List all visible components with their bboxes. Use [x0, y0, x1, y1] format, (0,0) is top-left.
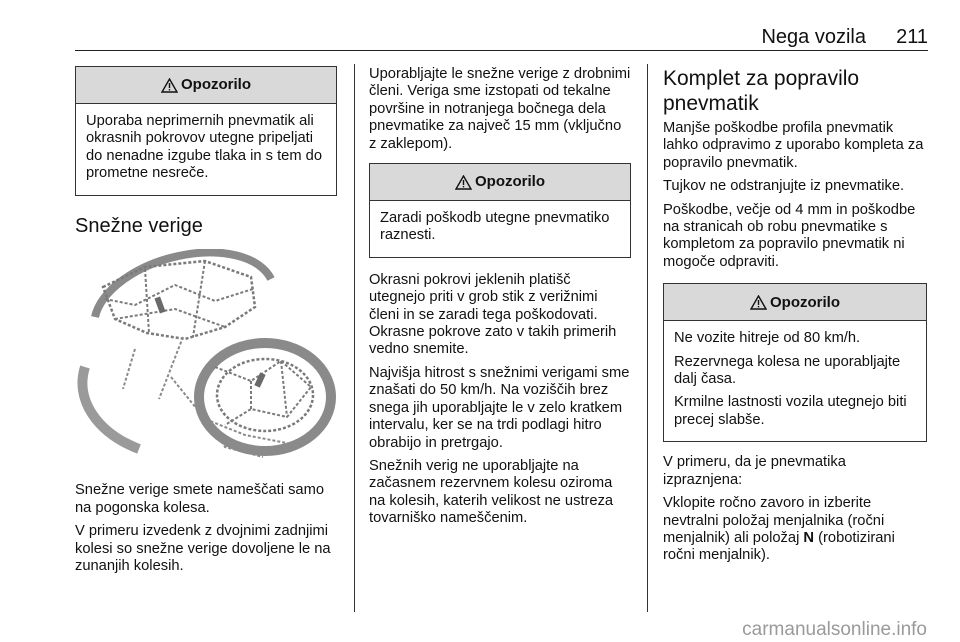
paragraph: Manjše poškodbe profila pnevmatik lahko odpravimo z uporabo kompleta za popravilo pnevmatik. [663, 120, 924, 171]
warning-item: Ne vozite hitreje od 80 km/h. [674, 330, 861, 347]
warning-text: Uporaba neprimernih pnevmatik ali okrasnih pokrovov utegne pripeljati do nenadne izgube tlaka in s tem do prometne nesreče. [86, 113, 322, 182]
watermark: carmanualsonline.info [742, 619, 927, 640]
paragraph-last [663, 495, 927, 565]
warning-box-burst [369, 163, 631, 258]
paragraph: V primeru izvedenk z dvojnimi zadnjimi kolesi so snežne verige dovoljene le na zunanjih kolesih. [75, 523, 331, 575]
warning-item: Rezervnega kolesa ne uporabljajte dalj časa. [674, 353, 901, 388]
column-divider-1 [354, 64, 355, 612]
warning-header [76, 67, 336, 104]
header-rule [75, 50, 928, 51]
warning-item: Krmilne lastnosti vozila utegnejo biti precej slabše. [674, 394, 907, 428]
paragraph: Okrasni pokrovi jeklenih platišč utegnejo priti v grob stik z verižnimi členi in se zaradi tega poškodovati. Okrasne pokrove zato v takih primerih vedno snemite. [369, 271, 617, 358]
snow-chains-illustration [75, 249, 337, 465]
paragraph: Poškodbe, večje od 4 mm in poškodbe na stranicah ob robu pnevmatike s kompletom za popravilo pnevmatik ni mogoče odpraviti. [663, 201, 916, 270]
section-heading-snow-chains: Snežne verige [75, 214, 203, 237]
paragraph: Snežne verige smete nameščati samo na pogonska kolesa. [75, 482, 324, 516]
warning-title: Opozorilo [770, 293, 840, 311]
paragraph: Najvišja hitrost s snežnimi verigami sme znašati do 50 km/h. Na voziščih brez snega jih uporabljajte le v zelo kratkem intervalu, ker se na trdi podlagi hitro obrabijo in pretrgajo. [369, 364, 630, 451]
text-run: (robotizirani ročni menjalnik). [663, 529, 895, 564]
gear-position-n: N [803, 529, 815, 546]
paragraph: V primeru, da je pnevmatika izpraznjena: [663, 454, 846, 488]
warning-triangle-icon [455, 175, 472, 190]
page-header [75, 26, 928, 48]
warning-triangle-icon [161, 78, 178, 93]
paragraph-chain-spec: Uporabljajte le snežne verige z drobnimi členi. Veriga sme izstopati od tekalne površine in notranjega bočnega dela pnevmatike za največ 15 mm (vključno z zaklepom). [369, 66, 631, 152]
page-number: 211 [896, 26, 928, 48]
column-1 [75, 66, 337, 581]
column-divider-2 [647, 64, 648, 612]
warning-header [370, 164, 630, 201]
column-2 [369, 66, 631, 534]
warning-title: Opozorilo [475, 173, 545, 191]
column-3 [663, 66, 927, 571]
warning-triangle-icon [750, 295, 767, 310]
warning-text: Zaradi poškodb utegne pnevmatiko raznesti. [380, 210, 610, 244]
warning-box-repair [663, 283, 927, 442]
paragraph: Tujkov ne odstranjujte iz pnevmatike. [663, 178, 905, 195]
warning-box-tires [75, 66, 337, 196]
page-title: Nega vozila [761, 26, 866, 48]
section-heading-repair-kit: Komplet za popravilo pnevmatik [663, 67, 860, 115]
text-run: Vklopite ročno zavoro in izberite nevtralni položaj menjalnika (ročni menjalnik) ali položaj [663, 495, 885, 546]
paragraph: Snežnih verig ne uporabljajte na začasnem rezervnem kolesu oziroma na kolesih, katerih velikost ne ustreza tovarniško nameščenim. [369, 457, 614, 527]
warning-header [664, 284, 926, 321]
warning-title: Opozorilo [181, 76, 251, 94]
